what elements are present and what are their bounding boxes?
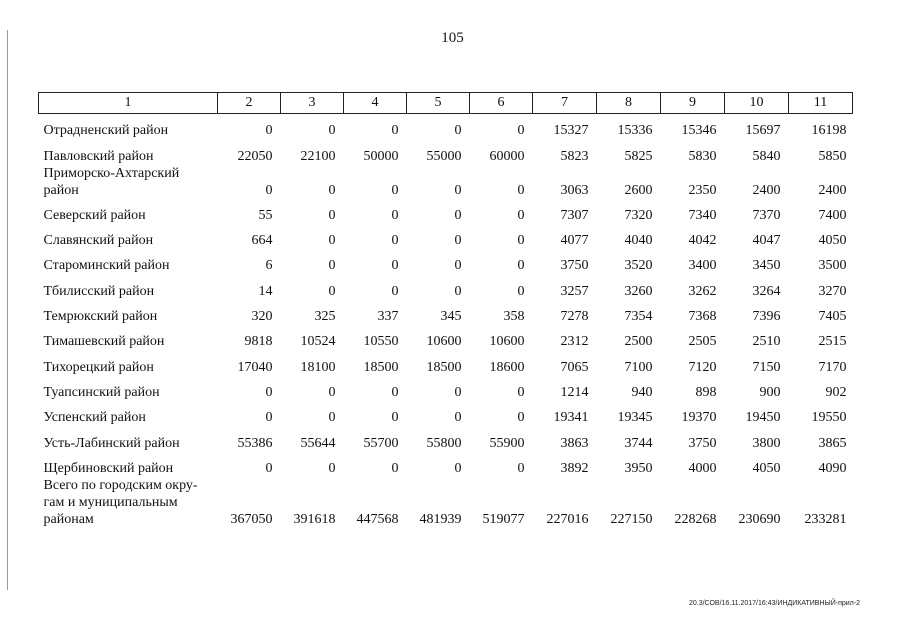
value-cell: 3744 (624, 435, 653, 451)
value-cell: 15346 (681, 123, 717, 139)
value-cell: 0 (328, 283, 336, 299)
value-cell: 5850 (818, 148, 847, 164)
value-cell: 22100 (300, 148, 336, 164)
district-name: Тимашевский район (43, 334, 165, 350)
value-cell: 0 (265, 410, 273, 426)
value-cell: 5830 (688, 148, 717, 164)
value-cell: 15336 (617, 123, 653, 139)
value-cell: 0 (328, 207, 336, 223)
value-cell: 55900 (489, 435, 525, 451)
value-cell: 0 (454, 384, 462, 400)
value-cell: 0 (391, 460, 399, 476)
district-name: Щербиновский район (43, 460, 174, 476)
value-cell: 0 (454, 233, 462, 249)
value-cell: 7120 (688, 359, 717, 375)
value-cell: 4077 (560, 233, 589, 249)
indicator-table (38, 92, 853, 528)
value-cell: 3063 (560, 182, 589, 198)
value-cell: 0 (328, 410, 336, 426)
value-cell: 0 (391, 182, 399, 198)
value-cell: 900 (759, 384, 781, 400)
value-cell: 0 (265, 460, 273, 476)
value-cell: 3500 (818, 258, 847, 274)
column-header-9: 9 (661, 93, 725, 114)
value-cell: 15697 (745, 123, 781, 139)
value-cell: 230690 (738, 511, 781, 527)
value-cell: 4000 (688, 460, 717, 476)
value-cell: 0 (328, 258, 336, 274)
value-cell: 0 (517, 182, 525, 198)
table-row (39, 224, 853, 249)
column-header-6: 6 (470, 93, 533, 114)
value-cell: 19341 (553, 410, 589, 426)
table-row (39, 114, 853, 140)
column-header-8: 8 (597, 93, 661, 114)
table-row (39, 452, 853, 477)
value-cell: 4090 (818, 460, 847, 476)
value-cell: 22050 (237, 148, 273, 164)
value-cell: 337 (377, 309, 399, 325)
district-name: Всего по городским окру- гам и муниципальным районам (43, 477, 198, 527)
value-cell: 18100 (300, 359, 336, 375)
table-row (39, 274, 853, 299)
column-header-2: 2 (218, 93, 281, 114)
value-cell: 14 (258, 283, 273, 299)
district-name: Славянский район (43, 233, 154, 249)
value-cell: 7340 (688, 207, 717, 223)
value-cell: 358 (503, 309, 525, 325)
value-cell: 7170 (818, 359, 847, 375)
value-cell: 391618 (293, 511, 336, 527)
value-cell: 3892 (560, 460, 589, 476)
table-row (39, 325, 853, 350)
table-row (39, 477, 853, 528)
value-cell: 0 (391, 283, 399, 299)
value-cell: 10600 (426, 334, 462, 350)
table-body (39, 114, 853, 528)
value-cell: 0 (454, 258, 462, 274)
value-cell: 55386 (237, 435, 273, 451)
value-cell: 55644 (300, 435, 336, 451)
value-cell: 9818 (244, 334, 273, 350)
value-cell: 0 (391, 123, 399, 139)
value-cell: 0 (517, 258, 525, 274)
value-cell: 4050 (752, 460, 781, 476)
column-header-10: 10 (725, 93, 789, 114)
value-cell: 7278 (560, 309, 589, 325)
table-row (39, 350, 853, 375)
table-row (39, 139, 853, 164)
table-row (39, 300, 853, 325)
value-cell: 519077 (482, 511, 525, 527)
value-cell: 0 (454, 460, 462, 476)
value-cell: 18500 (426, 359, 462, 375)
value-cell: 5825 (624, 148, 653, 164)
district-name: Тбилисский район (43, 283, 155, 299)
value-cell: 1214 (560, 384, 589, 400)
value-cell: 55800 (426, 435, 462, 451)
value-cell: 0 (517, 233, 525, 249)
value-cell: 0 (517, 460, 525, 476)
district-name: Павловский район (43, 148, 154, 164)
value-cell: 325 (314, 309, 336, 325)
column-header-11: 11 (789, 93, 853, 114)
value-cell: 5823 (560, 148, 589, 164)
page-margin-rule (7, 30, 8, 590)
value-cell: 0 (391, 258, 399, 274)
value-cell: 0 (517, 410, 525, 426)
value-cell: 55000 (426, 148, 462, 164)
value-cell: 7396 (752, 309, 781, 325)
value-cell: 3450 (752, 258, 781, 274)
value-cell: 6 (265, 258, 273, 274)
value-cell: 2600 (624, 182, 653, 198)
value-cell: 0 (517, 207, 525, 223)
value-cell: 3520 (624, 258, 653, 274)
value-cell: 233281 (804, 511, 847, 527)
value-cell: 0 (328, 384, 336, 400)
value-cell: 10524 (300, 334, 336, 350)
value-cell: 228268 (674, 511, 717, 527)
value-cell: 18500 (363, 359, 399, 375)
value-cell: 17040 (237, 359, 273, 375)
table-row (39, 376, 853, 401)
value-cell: 447568 (356, 511, 399, 527)
value-cell: 7320 (624, 207, 653, 223)
value-cell: 2515 (818, 334, 847, 350)
district-name: Усть-Лабинский район (43, 435, 180, 451)
value-cell: 7150 (752, 359, 781, 375)
value-cell: 18600 (489, 359, 525, 375)
value-cell: 55 (258, 207, 273, 223)
value-cell: 0 (265, 182, 273, 198)
value-cell: 0 (328, 123, 336, 139)
value-cell: 3270 (818, 283, 847, 299)
value-cell: 0 (454, 410, 462, 426)
district-name: Северский район (43, 207, 146, 223)
value-cell: 2400 (818, 182, 847, 198)
value-cell: 10600 (489, 334, 525, 350)
table-row (39, 199, 853, 224)
value-cell: 227016 (546, 511, 589, 527)
district-name: Туапсинский район (43, 384, 160, 400)
value-cell: 227150 (610, 511, 653, 527)
value-cell: 3750 (560, 258, 589, 274)
district-name: Приморско-Ахтарский район (43, 165, 180, 198)
document-code: 20.3/СОВ/16.11.2017/16:43/ИНДИКАТИВНЫЙ-прил-2 (688, 600, 860, 607)
table-row (39, 249, 853, 274)
value-cell: 50000 (363, 148, 399, 164)
value-cell: 2400 (752, 182, 781, 198)
value-cell: 0 (391, 207, 399, 223)
value-cell: 3863 (560, 435, 589, 451)
district-name: Тихорецкий район (43, 359, 154, 375)
column-header-1: 1 (39, 93, 218, 114)
value-cell: 0 (328, 182, 336, 198)
value-cell: 0 (517, 283, 525, 299)
value-cell: 0 (517, 123, 525, 139)
value-cell: 2312 (560, 334, 589, 350)
value-cell: 10550 (363, 334, 399, 350)
value-cell: 55700 (363, 435, 399, 451)
value-cell: 15327 (553, 123, 589, 139)
value-cell: 7065 (560, 359, 589, 375)
value-cell: 3800 (752, 435, 781, 451)
value-cell: 3950 (624, 460, 653, 476)
value-cell: 7354 (624, 309, 653, 325)
value-cell: 940 (631, 384, 653, 400)
district-name: Успенский район (43, 410, 146, 426)
value-cell: 3865 (818, 435, 847, 451)
value-cell: 19370 (681, 410, 717, 426)
value-cell: 19345 (617, 410, 653, 426)
value-cell: 4050 (818, 233, 847, 249)
value-cell: 0 (391, 410, 399, 426)
value-cell: 5840 (752, 148, 781, 164)
table-row (39, 165, 853, 199)
value-cell: 2505 (688, 334, 717, 350)
value-cell: 902 (825, 384, 847, 400)
value-cell: 19550 (811, 410, 847, 426)
value-cell: 4040 (624, 233, 653, 249)
value-cell: 0 (265, 123, 273, 139)
value-cell: 2500 (624, 334, 653, 350)
column-header-3: 3 (281, 93, 344, 114)
value-cell: 0 (265, 384, 273, 400)
column-header-5: 5 (407, 93, 470, 114)
value-cell: 7100 (624, 359, 653, 375)
value-cell: 7368 (688, 309, 717, 325)
value-cell: 3750 (688, 435, 717, 451)
value-cell: 481939 (419, 511, 462, 527)
table-row (39, 426, 853, 451)
value-cell: 4042 (688, 233, 717, 249)
table-row (39, 401, 853, 426)
district-name: Староминский район (43, 258, 170, 274)
value-cell: 0 (454, 123, 462, 139)
value-cell: 320 (251, 309, 273, 325)
district-name: Отрадненский район (43, 123, 169, 139)
value-cell: 0 (391, 384, 399, 400)
value-cell: 7400 (818, 207, 847, 223)
column-header-4: 4 (344, 93, 407, 114)
value-cell: 2510 (752, 334, 781, 350)
value-cell: 4047 (752, 233, 781, 249)
value-cell: 0 (454, 283, 462, 299)
value-cell: 664 (251, 233, 273, 249)
value-cell: 898 (695, 384, 717, 400)
value-cell: 0 (517, 384, 525, 400)
value-cell: 3260 (624, 283, 653, 299)
value-cell: 7370 (752, 207, 781, 223)
district-name: Темрюкский район (43, 309, 158, 325)
value-cell: 3264 (752, 283, 781, 299)
value-cell: 3400 (688, 258, 717, 274)
value-cell: 0 (454, 207, 462, 223)
value-cell: 16198 (811, 123, 847, 139)
column-header-7: 7 (533, 93, 597, 114)
value-cell: 345 (440, 309, 462, 325)
value-cell: 367050 (230, 511, 273, 527)
page-number: 105 (441, 30, 464, 46)
value-cell: 0 (454, 182, 462, 198)
value-cell: 7405 (818, 309, 847, 325)
value-cell: 3257 (560, 283, 589, 299)
value-cell: 2350 (688, 182, 717, 198)
value-cell: 0 (328, 233, 336, 249)
value-cell: 19450 (745, 410, 781, 426)
value-cell: 0 (391, 233, 399, 249)
value-cell: 60000 (489, 148, 525, 164)
value-cell: 0 (328, 460, 336, 476)
value-cell: 3262 (688, 283, 717, 299)
value-cell: 7307 (560, 207, 589, 223)
column-number-header (39, 93, 853, 114)
